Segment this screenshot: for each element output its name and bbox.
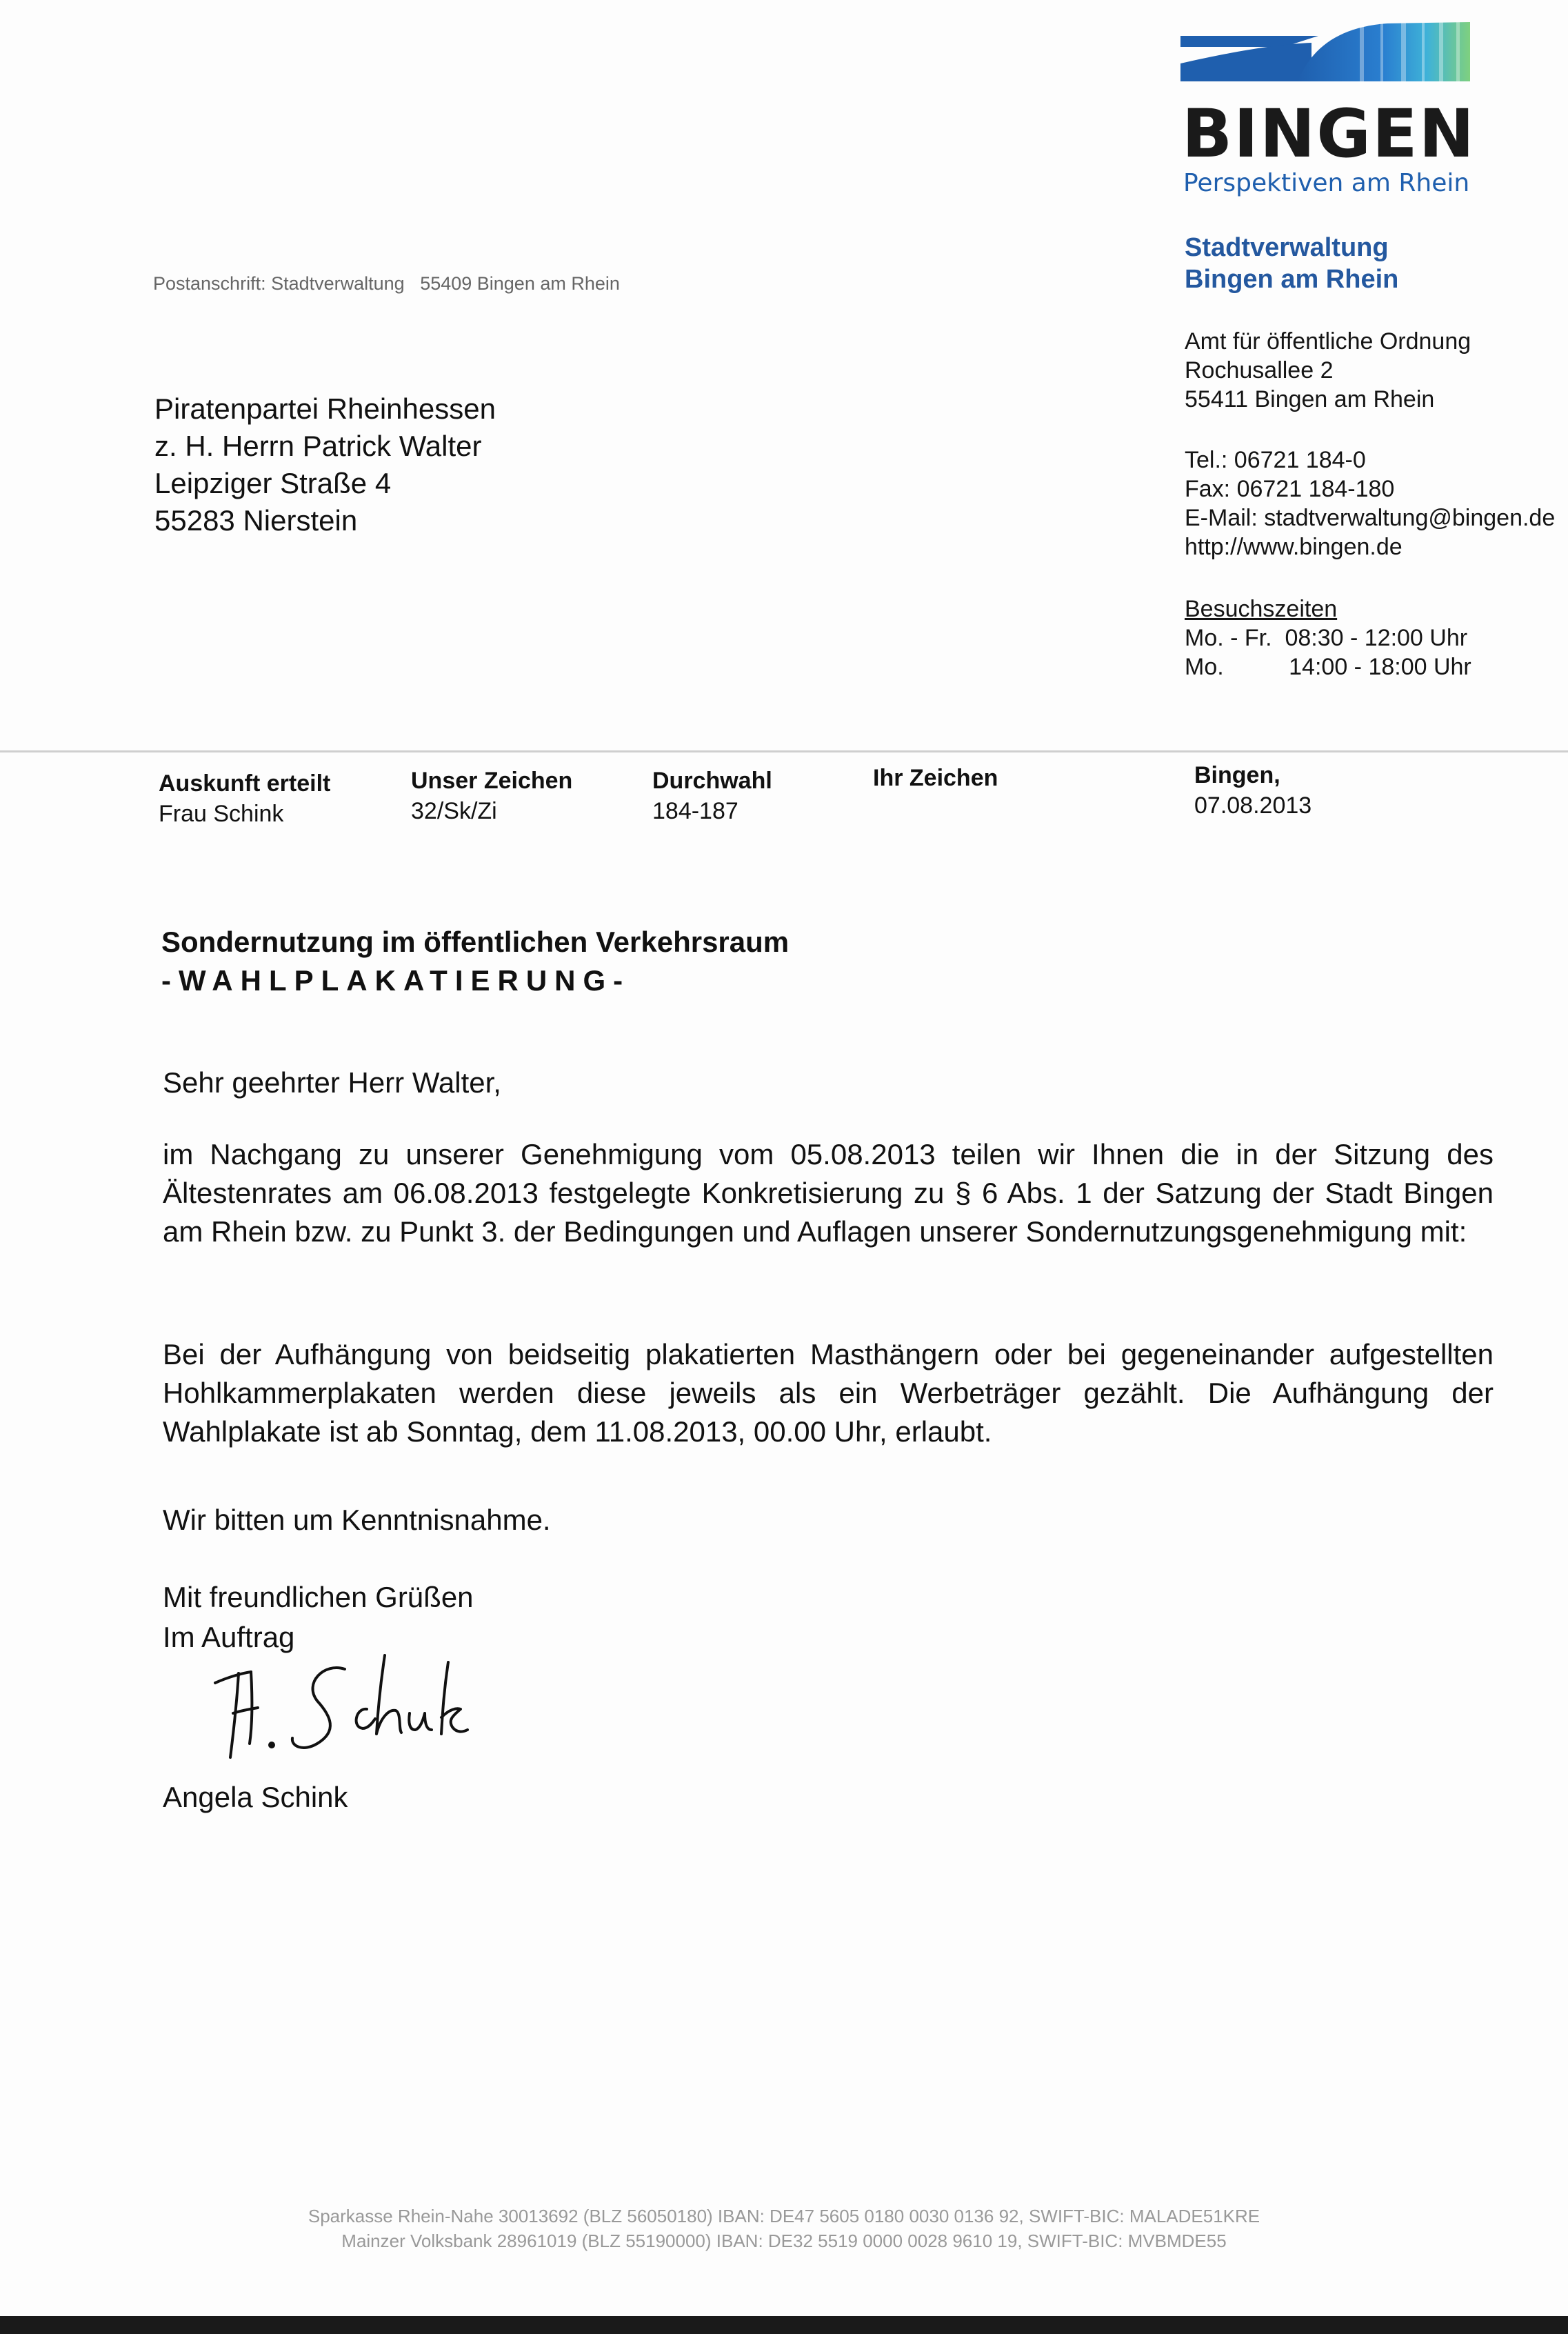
recipient-line4: 55283 Nierstein: [154, 504, 358, 537]
recipient-line1: Piratenpartei Rheinhessen: [154, 392, 496, 425]
logo-wordmark: BINGEN: [1182, 95, 1476, 172]
postal-address-line: Postanschrift: Stadtverwaltung 55409 Bingen am Rhein: [153, 273, 620, 294]
paper-fold-line: [0, 750, 1568, 752]
visiting-hours-line2: Mo. 14:00 - 18:00 Uhr: [1185, 654, 1471, 680]
phone-number: Tel.: 06721 184-0: [1185, 447, 1366, 473]
signer-name: Angela Schink: [163, 1781, 348, 1813]
subject-line1: Sondernutzung im öffentlichen Verkehrsraum: [161, 926, 790, 958]
office-city: 55411 Bingen am Rhein: [1185, 386, 1435, 412]
handwritten-signature: [200, 1642, 496, 1779]
salutation: Sehr geehrter Herr Walter,: [163, 1066, 501, 1099]
website-url: http://www.bingen.de: [1185, 534, 1403, 560]
subject-line2: -WAHLPLAKATIERUNG-: [161, 964, 631, 997]
scan-bottom-edge: [0, 2316, 1568, 2334]
org-name-line1: Stadtverwaltung: [1185, 233, 1389, 262]
footer-bank-line1: Sparkasse Rhein-Nahe 30013692 (BLZ 56050180) IBAN: DE47 5605 0180 0030 0136 92, SWIFT-BIC: MALADE51KRE: [308, 2206, 1260, 2226]
logo-wave-icon: [1180, 10, 1470, 99]
visiting-hours-line1: Mo. - Fr. 08:30 - 12:00 Uhr: [1185, 625, 1468, 651]
footer-bank-line2: Mainzer Volksbank 28961019 (BLZ 55190000) IBAN: DE32 5519 0000 0028 9610 19, SWIFT-BIC: MVBMDE55: [341, 2231, 1227, 2251]
bingen-logo: [1180, 10, 1476, 197]
ref-unser-zeichen-label: Unser Zeichen: [411, 768, 573, 794]
ref-auskunft-label: Auskunft erteilt: [159, 770, 331, 797]
ref-unser-zeichen-value: 32/Sk/Zi: [411, 798, 497, 824]
visiting-hours-label: Besuchszeiten: [1185, 596, 1338, 622]
recipient-line2: z. H. Herrn Patrick Walter: [154, 430, 482, 462]
body-paragraph-2: Bei der Aufhängung von beidseitig plakatierten Masthängern oder bei gegeneinander aufgestellten Hohlkammerplakaten werden diese jeweils als ein Werbeträger gezählt. Die Aufhängung der Wahlplakate ist ab Sonntag, dem 11.08.2013, 00.00 Uhr, erlaubt.: [163, 1338, 1494, 1448]
letter-date: 07.08.2013: [1194, 792, 1312, 819]
body-paragraph-3: Wir bitten um Kenntnisnahme.: [163, 1504, 551, 1536]
closing-greeting: Mit freundlichen Grüßen: [163, 1581, 474, 1613]
office-name: Amt für öffentliche Ordnung: [1185, 328, 1471, 355]
ref-durchwahl-label: Durchwahl: [652, 768, 772, 794]
org-name-line2: Bingen am Rhein: [1185, 265, 1399, 294]
office-street: Rochusallee 2: [1185, 357, 1334, 383]
email-address: E-Mail: stadtverwaltung@bingen.de: [1185, 505, 1556, 531]
ref-ihr-zeichen-label: Ihr Zeichen: [873, 765, 998, 791]
closing-on-behalf: Im Auftrag: [163, 1621, 295, 1653]
logo-tagline: Perspektiven am Rhein: [1183, 169, 1470, 197]
fax-number: Fax: 06721 184-180: [1185, 476, 1395, 502]
body-paragraph-1: im Nachgang zu unserer Genehmigung vom 05.08.2013 teilen wir Ihnen die in der Sitzung des Ältestenrates am 06.08.2013 festgelegte Konkretisierung zu § 6 Abs. 1 der Satzung der Stadt Bingen am Rhein bzw. zu Punkt 3. der Bedingungen und Auflagen unserer Sondernutzungsgenehmigung mit:: [163, 1138, 1494, 1248]
ref-auskunft-value: Frau Schink: [159, 801, 284, 827]
ref-place-label: Bingen,: [1194, 762, 1280, 788]
recipient-line3: Leipziger Straße 4: [154, 467, 392, 499]
ref-durchwahl-value: 184-187: [652, 798, 738, 824]
